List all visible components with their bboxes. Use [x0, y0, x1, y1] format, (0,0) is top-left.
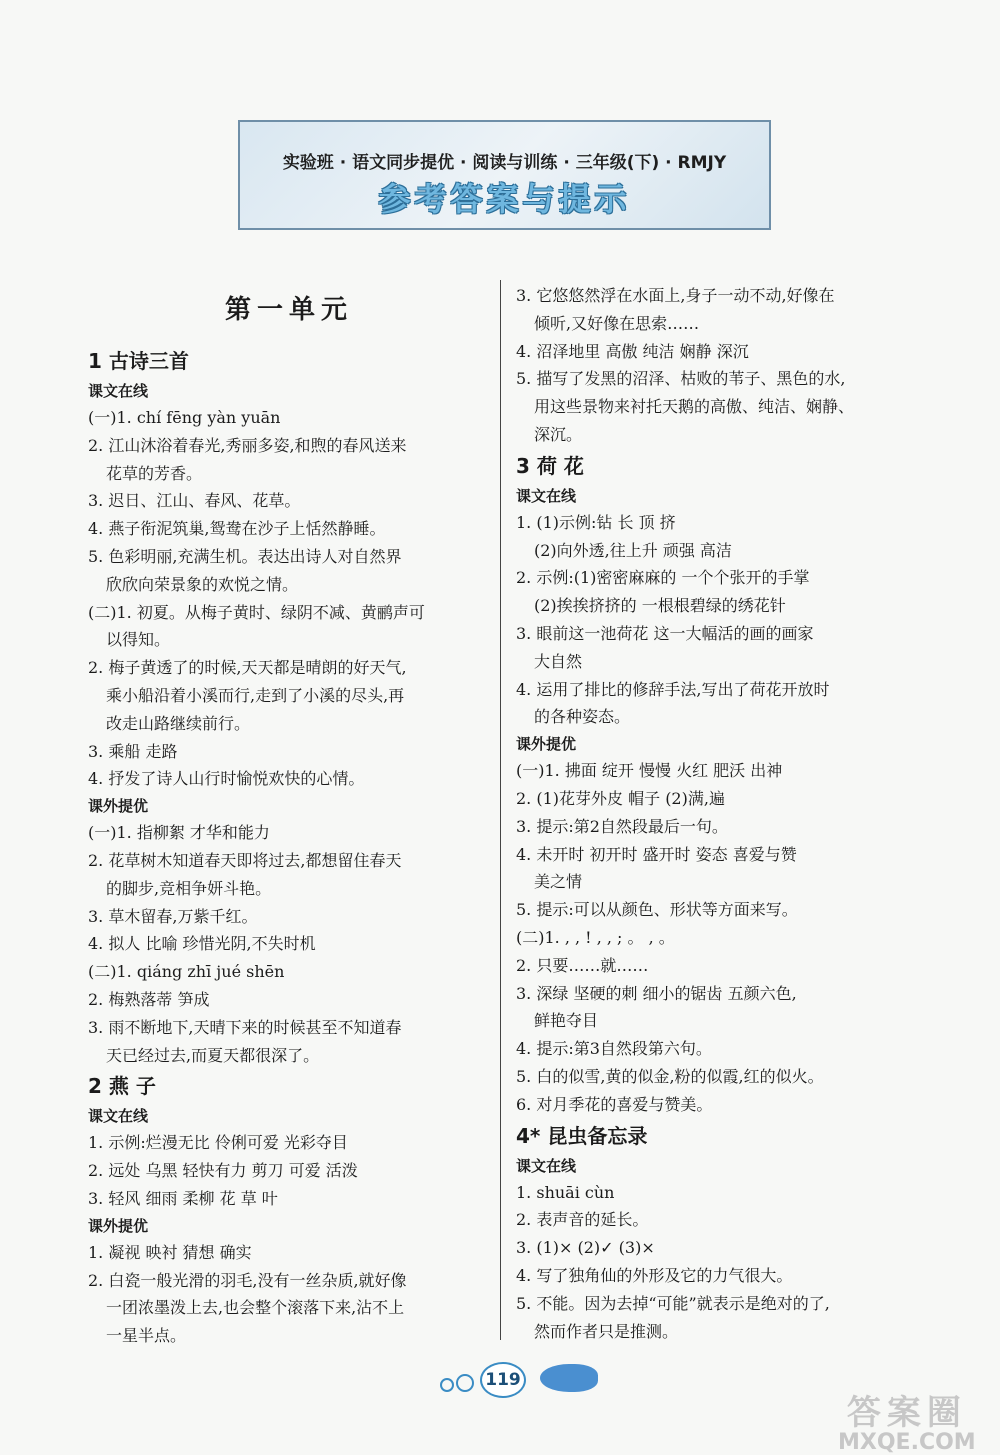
- answer-line: 4. 拟人 比喻 珍惜光阴,不失时机: [88, 934, 316, 954]
- answer-line: 4. 写了独角仙的外形及它的力气很大。: [516, 1265, 793, 1285]
- section-heading: 课文在线: [88, 1107, 149, 1126]
- answer-line: 5. 描写了发黑的沼泽、枯败的苇子、黑色的水,: [516, 369, 846, 389]
- lesson-title: 1 古诗三首: [88, 349, 189, 373]
- lesson-title: 4* 昆虫备忘录: [516, 1123, 648, 1148]
- left-column: [88, 280, 490, 1350]
- section-heading: 课文在线: [516, 486, 577, 505]
- page-number: 119: [480, 1362, 526, 1398]
- answer-line: 1. (1)示例:钻 长 顶 挤: [516, 512, 676, 532]
- answer-line: 4. 燕子衔泥筑巢,鸳鸯在沙子上恬然静睡。: [88, 519, 386, 539]
- answer-line: 一星半点。: [106, 1326, 187, 1346]
- answer-line: 3. 提示:第2自然段最后一句。: [516, 816, 728, 836]
- answer-line: 花草的芳香。: [106, 463, 203, 483]
- answer-line: 倾听,又好像在思索……: [534, 313, 700, 333]
- answer-line: 然而作者只是推测。: [534, 1321, 679, 1341]
- answer-line: 2. 梅子黄透了的时候,天天都是晴朗的好天气,: [88, 658, 407, 678]
- answer-line: 2. 江山沐浴着春光,秀丽多姿,和煦的春风送来: [88, 435, 407, 455]
- answer-line: 1. shuāi cùn: [516, 1182, 615, 1202]
- answer-line: (2)挨挨挤挤的 一根根碧绿的绣花针: [534, 596, 786, 616]
- site-watermark: [838, 1395, 976, 1455]
- bubble-decoration: [440, 1378, 454, 1392]
- answer-line: 3. 乘船 走路: [88, 741, 178, 761]
- section-heading: 课外提优: [88, 797, 149, 816]
- page-footer: [440, 1350, 610, 1410]
- answer-line: 的脚步,竞相争妍斗艳。: [106, 878, 272, 898]
- answer-line: (二)1. 初夏。从梅子黄时、绿阴不减、黄鹂声可: [88, 602, 425, 622]
- answer-line: 3. 草木留春,万紫千红。: [88, 906, 258, 926]
- right-column: [516, 282, 930, 1345]
- answer-line: 2. 只要……就……: [516, 955, 649, 975]
- answer-line: 6. 对月季花的喜爱与赞美。: [516, 1094, 713, 1114]
- answer-line: 2. 花草树木知道春天即将过去,都想留住春天: [88, 850, 402, 870]
- answer-line: 4. 未开时 初开时 盛开时 姿态 喜爱与赞: [516, 844, 797, 864]
- column-divider: [500, 280, 501, 1340]
- lesson-title: 3 荷 花: [516, 453, 584, 478]
- answer-line: 3. 迟日、江山、春风、花草。: [88, 491, 301, 511]
- answer-line: 3. (1)× (2)✓ (3)×: [516, 1238, 655, 1258]
- answer-line: 4. 沼泽地里 高傲 纯洁 娴静 深沉: [516, 341, 749, 361]
- section-heading: 课文在线: [516, 1156, 577, 1175]
- answer-line: 4. 提示:第3自然段第六句。: [516, 1039, 712, 1059]
- answer-line: 5. 色彩明丽,充满生机。表达出诗人对自然界: [88, 546, 402, 566]
- fish-icon: [540, 1364, 598, 1392]
- section-heading: 课外提优: [516, 735, 577, 754]
- answer-line: 一团浓墨泼上去,也会整个滚落下来,沾不上: [106, 1298, 405, 1318]
- answer-line: 3. 它悠悠然浮在水面上,身子一动不动,好像在: [516, 286, 835, 305]
- answer-line: 5. 不能。因为去掉“可能”就表示是绝对的了,: [516, 1293, 830, 1313]
- answer-line: 深沉。: [534, 424, 583, 444]
- answer-key-title: 参考答案与提示: [378, 180, 631, 218]
- answer-line: 2. 示例:(1)密密麻麻的 一个个张开的手掌: [516, 568, 810, 588]
- answer-line: 1. 凝视 映衬 猜想 确实: [88, 1242, 252, 1262]
- answer-line: (一)1. 拂面 绽开 慢慢 火红 肥沃 出神: [516, 761, 783, 781]
- answer-line: 2. 梅熟落蒂 笋成: [88, 989, 210, 1009]
- answer-line: 鲜艳夺目: [534, 1011, 599, 1031]
- lesson-title: 2 燕 子: [88, 1074, 156, 1099]
- section-heading: 课外提优: [88, 1216, 149, 1235]
- answer-line: 2. (1)花芽外皮 帽子 (2)满,遍: [516, 788, 725, 808]
- answer-line: (2)向外透,往上升 顽强 高洁: [534, 540, 732, 560]
- answer-line: 大自然: [534, 651, 583, 671]
- answer-line: 5. 白的似雪,黄的似金,粉的似霞,红的似火。: [516, 1066, 824, 1086]
- answer-line: (二)1. , , ! , , ; 。 , 。: [516, 927, 675, 947]
- section-heading: 课文在线: [88, 382, 149, 400]
- answer-line: 5. 提示:可以从颜色、形状等方面来写。: [516, 900, 798, 920]
- answer-line: 3. 轻风 细雨 柔柳 花 草 叶: [88, 1188, 278, 1208]
- answer-line: 乘小船沿着小溪而行,走到了小溪的尽头,再: [106, 685, 405, 705]
- title-banner: [238, 120, 771, 230]
- answer-line: 3. 雨不断地下,天晴下来的时候甚至不知道春: [88, 1017, 402, 1037]
- answer-line: 4. 运用了排比的修辞手法,写出了荷花开放时: [516, 679, 830, 699]
- answer-line: 天已经过去,而夏天都很深了。: [106, 1045, 320, 1065]
- answer-line: 2. 表声音的延长。: [516, 1210, 649, 1230]
- watermark-url: MXQE.COM: [838, 1430, 976, 1455]
- book-subtitle: 实验班 · 语文同步提优 · 阅读与训练 · 三年级(下) · RMJY: [282, 153, 727, 173]
- answer-line: 3. 深绿 坚硬的刺 细小的锯齿 五颜六色,: [516, 983, 797, 1003]
- answer-line: 的各种姿态。: [534, 707, 631, 727]
- answer-line: 用这些景物来衬托天鹅的高傲、纯洁、娴静、: [534, 397, 855, 417]
- answer-line: (一)1. chí fēng yàn yuān: [88, 408, 281, 427]
- answer-line: 欣欣向荣景象的欢悦之情。: [106, 574, 299, 594]
- answer-line: 2. 白瓷一般光滑的羽毛,没有一丝杂质,就好像: [88, 1270, 407, 1290]
- watermark-logo: 答案圈: [846, 1393, 967, 1433]
- answer-line: (一)1. 指柳絮 才华和能力: [88, 823, 270, 843]
- answer-line: (二)1. qiáng zhī jué shēn: [88, 962, 285, 982]
- unit-title: 第一单元: [224, 295, 353, 325]
- answer-line: 美之情: [534, 872, 583, 892]
- answer-line: 以得知。: [106, 630, 171, 650]
- answer-line: 4. 抒发了诗人山行时愉悦欢快的心情。: [88, 769, 365, 789]
- answer-line: 改走山路继续前行。: [106, 713, 251, 733]
- answer-line: 1. 示例:烂漫无比 伶俐可爱 光彩夺目: [88, 1133, 348, 1153]
- answer-line: 2. 远处 乌黑 轻快有力 剪刀 可爱 活泼: [88, 1161, 358, 1181]
- bubble-decoration: [456, 1374, 474, 1392]
- answer-line: 3. 眼前这一池荷花 这一大幅活的画的画家: [516, 623, 814, 643]
